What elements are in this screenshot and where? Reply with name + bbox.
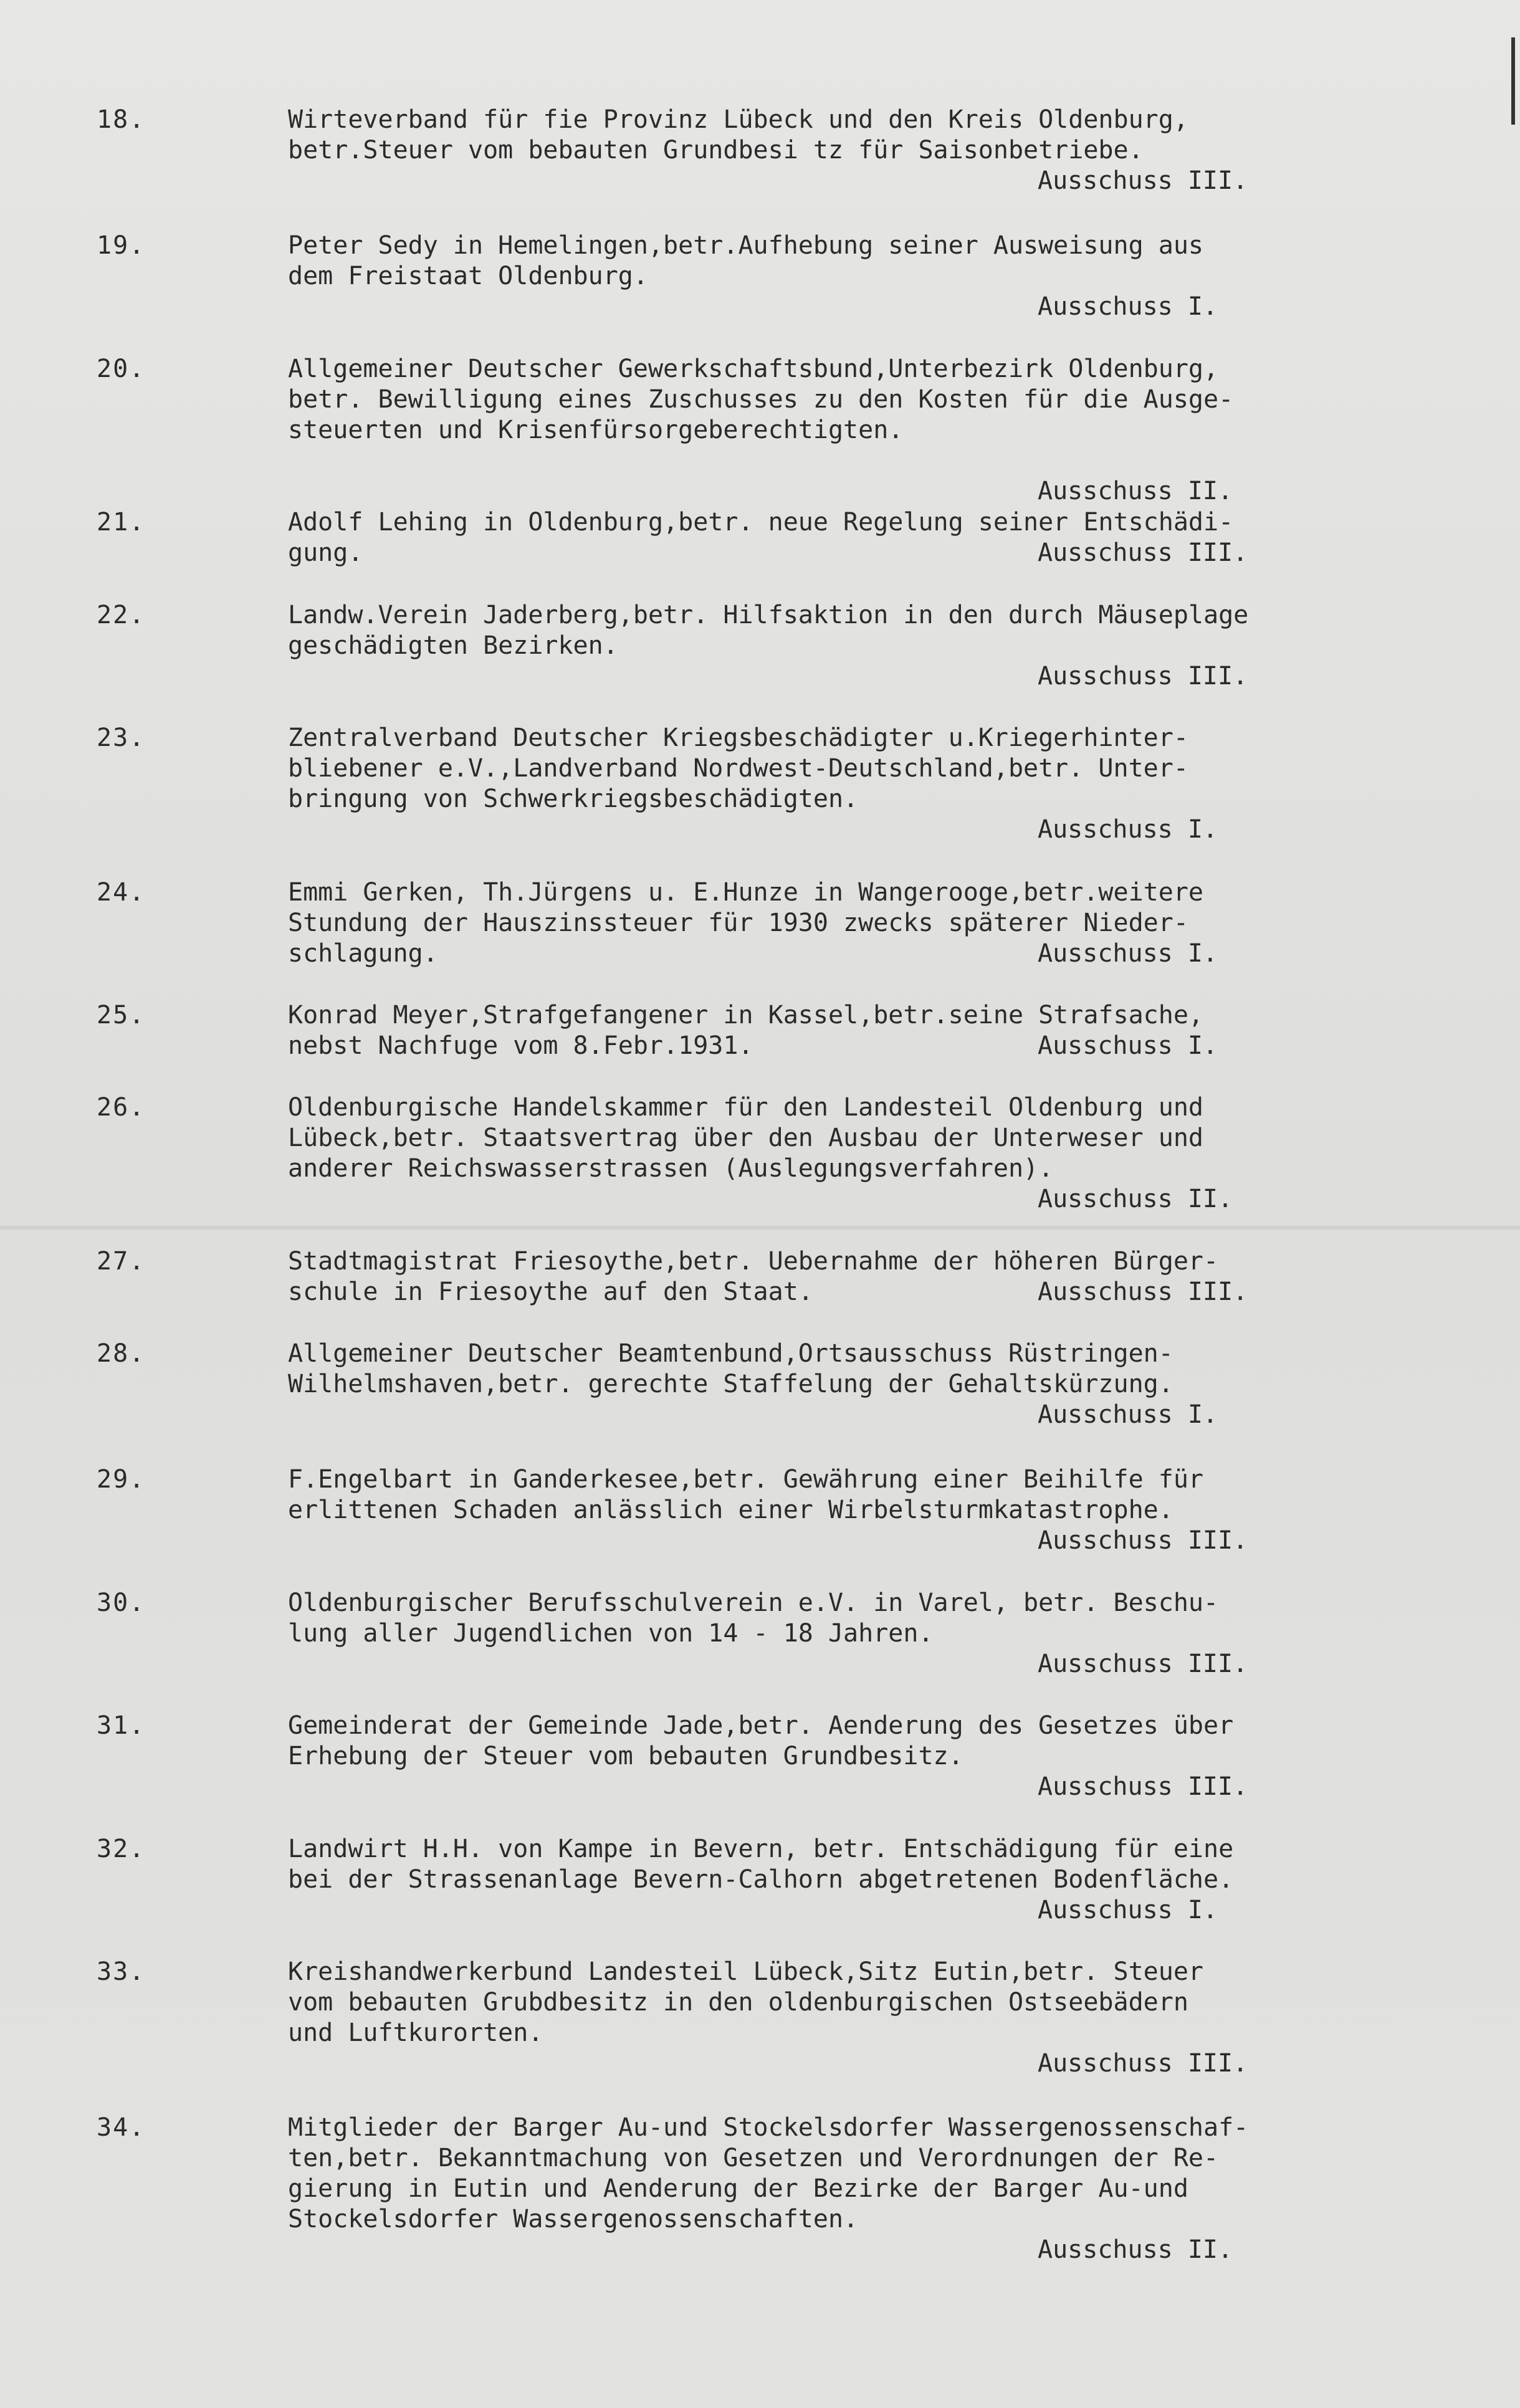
- entry-number: 27.: [97, 1247, 146, 1276]
- entry-text-line: und Luftkurorten.: [288, 2019, 543, 2047]
- entry-text: [288, 1000, 1491, 1061]
- committee-assignment: Ausschuss I.: [1038, 292, 1218, 321]
- entry-text-line: ten,betr. Bekanntmachung von Gesetzen und Verordnungen der Re-: [288, 2144, 1219, 2172]
- entry-text-line: bei der Strassenanlage Bevern-Calhorn abgetretenen Bodenfläche.: [288, 1865, 1234, 1894]
- entry-text-line: dem Freistaat Oldenburg.: [288, 262, 648, 290]
- committee-assignment: Ausschuss II.: [1038, 2235, 1233, 2264]
- entry-text: [288, 1339, 1491, 1400]
- entry-number: 20.: [97, 355, 146, 383]
- entry-text: [288, 1834, 1491, 1895]
- entry-text-line: steuerten und Krisenfürsorgeberechtigten.: [288, 416, 904, 444]
- entry-text-line: Stadtmagistrat Friesoythe,betr. Uebernahme der höheren Bürger-: [288, 1247, 1219, 1276]
- entry-text-line: Landw.Verein Jaderberg,betr. Hilfsaktion in den durch Mäuseplage: [288, 601, 1249, 629]
- entry-text-line: schlagung.: [288, 939, 438, 968]
- entry-number: 25.: [97, 1001, 146, 1030]
- entry-text-line: Mitglieder der Barger Au-und Stockelsdorfer Wassergenossenschaf-: [288, 2113, 1249, 2142]
- entry-text: [288, 354, 1491, 446]
- entry-text-line: geschädigten Bezirken.: [288, 631, 618, 660]
- entry-number: 21.: [97, 508, 146, 537]
- committee-assignment: Ausschuss II.: [1038, 477, 1233, 505]
- entry-number: 23.: [97, 724, 146, 752]
- edge-mark: [1511, 37, 1515, 125]
- committee-assignment: Ausschuss III.: [1038, 662, 1248, 690]
- entry-text: [288, 1092, 1491, 1184]
- entry-number: 28.: [97, 1339, 146, 1368]
- paper-fold-line: [0, 1225, 1520, 1231]
- entry-text: [288, 2113, 1491, 2235]
- entry-text: [288, 1588, 1491, 1649]
- entry-text: [288, 231, 1491, 292]
- entry-text-line: Stockelsdorfer Wassergenossenschaften.: [288, 2205, 859, 2234]
- committee-assignment: Ausschuss II.: [1038, 1185, 1233, 1213]
- entry-number: 26.: [97, 1093, 146, 1122]
- entry-text-line: Gemeinderat der Gemeinde Jade,betr. Aenderung des Gesetzes über: [288, 1711, 1234, 1740]
- entry-text-line: Wirteverband für fie Provinz Lübeck und den Kreis Oldenburg,: [288, 105, 1188, 134]
- entry-text-line: Wilhelmshaven,betr. gerechte Staffelung der Gehaltskürzung.: [288, 1370, 1173, 1398]
- entry-text: [288, 1711, 1491, 1772]
- entry-number: 32.: [97, 1835, 146, 1863]
- entry-number: 30.: [97, 1589, 146, 1617]
- committee-assignment: Ausschuss I.: [1038, 1896, 1218, 1924]
- entry-text-line: Adolf Lehing in Oldenburg,betr. neue Regelung seiner Entschädi-: [288, 508, 1234, 537]
- committee-assignment: Ausschuss III.: [1038, 2049, 1248, 2078]
- committee-assignment: Ausschuss III.: [1038, 1650, 1248, 1678]
- committee-assignment: Ausschuss I.: [1038, 815, 1218, 844]
- entry-text-line: Landwirt H.H. von Kampe in Bevern, betr. Entschädigung für eine: [288, 1835, 1234, 1863]
- entry-text-line: betr.Steuer vom bebauten Grundbesi tz für Saisonbetriebe.: [288, 136, 1144, 165]
- entry-text-line: nebst Nachfuge vom 8.Febr.1931.: [288, 1031, 753, 1060]
- entry-number: 24.: [97, 878, 146, 907]
- entry-text-line: Kreishandwerkerbund Landesteil Lübeck,Sitz Eutin,betr. Steuer: [288, 1957, 1204, 1986]
- entry-text-line: Oldenburgischer Berufsschulverein e.V. in Varel, betr. Beschu-: [288, 1589, 1219, 1617]
- entry-text: [288, 600, 1491, 661]
- entry-text-line: Allgemeiner Deutscher Gewerkschaftsbund,Unterbezirk Oldenburg,: [288, 355, 1219, 383]
- entry-text-line: lung aller Jugendlichen von 14 - 18 Jahren.: [288, 1619, 934, 1648]
- committee-assignment: Ausschuss III.: [1038, 1772, 1248, 1801]
- committee-assignment: Ausschuss III.: [1038, 1526, 1248, 1555]
- entry-text-line: vom bebauten Grubdbesitz in den oldenburgischen Ostseebädern: [288, 1988, 1188, 2017]
- entry-text-line: betr. Bewilligung eines Zuschusses zu den Kosten für die Ausge-: [288, 385, 1234, 414]
- entry-text-line: erlittenen Schaden anlässlich einer Wirbelsturmkatastrophe.: [288, 1496, 1173, 1524]
- entry-text-line: bliebener e.V.,Landverband Nordwest-Deutschland,betr. Unter-: [288, 754, 1188, 783]
- entry-text-line: Erhebung der Steuer vom bebauten Grundbesitz.: [288, 1742, 963, 1770]
- entry-number: 33.: [97, 1957, 146, 1986]
- entry-text-line: Allgemeiner Deutscher Beamtenbund,Ortsausschuss Rüstringen-: [288, 1339, 1173, 1368]
- committee-assignment: Ausschuss I.: [1038, 1400, 1218, 1429]
- entry-text-line: Zentralverband Deutscher Kriegsbeschädigter u.Kriegerhinter-: [288, 724, 1188, 752]
- entry-text-line: Konrad Meyer,Strafgefangener in Kassel,betr.seine Strafsache,: [288, 1001, 1204, 1030]
- entry-text-line: gung.: [288, 538, 363, 567]
- entry-text-line: gierung in Eutin und Aenderung der Bezirke der Barger Au-und: [288, 2174, 1188, 2203]
- entry-number: 19.: [97, 231, 146, 260]
- entry-text-line: Peter Sedy in Hemelingen,betr.Aufhebung seiner Ausweisung aus: [288, 231, 1204, 260]
- committee-assignment: Ausschuss III.: [1038, 166, 1248, 195]
- committee-assignment: Ausschuss I.: [1038, 1031, 1218, 1060]
- entry-text-line: Emmi Gerken, Th.Jürgens u. E.Hunze in Wangerooge,betr.weitere: [288, 878, 1204, 907]
- entry-text-line: Lübeck,betr. Staatsvertrag über den Ausbau der Unterweser und: [288, 1124, 1204, 1152]
- entry-text: [288, 877, 1491, 969]
- committee-assignment: Ausschuss III.: [1038, 538, 1248, 567]
- entry-text-line: Stundung der Hauszinssteuer für 1930 zwecks späterer Nieder-: [288, 909, 1188, 937]
- entry-text-line: anderer Reichswasserstrassen (Auslegungsverfahren).: [288, 1154, 1054, 1183]
- entry-number: 18.: [97, 105, 146, 134]
- entry-number: 22.: [97, 601, 146, 629]
- entry-text-line: schule in Friesoythe auf den Staat.: [288, 1278, 813, 1306]
- entry-text: [288, 1246, 1491, 1307]
- entry-number: 34.: [97, 2113, 146, 2142]
- committee-assignment: Ausschuss III.: [1038, 1278, 1248, 1306]
- entry-text-line: bringung von Schwerkriegsbeschädigten.: [288, 785, 859, 813]
- entry-text: [288, 105, 1491, 166]
- committee-assignment: Ausschuss I.: [1038, 939, 1218, 968]
- entry-number: 31.: [97, 1711, 146, 1740]
- entry-text: [288, 1957, 1491, 2048]
- entry-number: 29.: [97, 1465, 146, 1494]
- entry-text: [288, 723, 1491, 815]
- entry-text-line: F.Engelbart in Ganderkesee,betr. Gewährung einer Beihilfe für: [288, 1465, 1204, 1494]
- entry-text-line: Oldenburgische Handelskammer für den Landesteil Oldenburg und: [288, 1093, 1204, 1122]
- entry-text: [288, 1464, 1491, 1526]
- entry-text: [288, 507, 1491, 568]
